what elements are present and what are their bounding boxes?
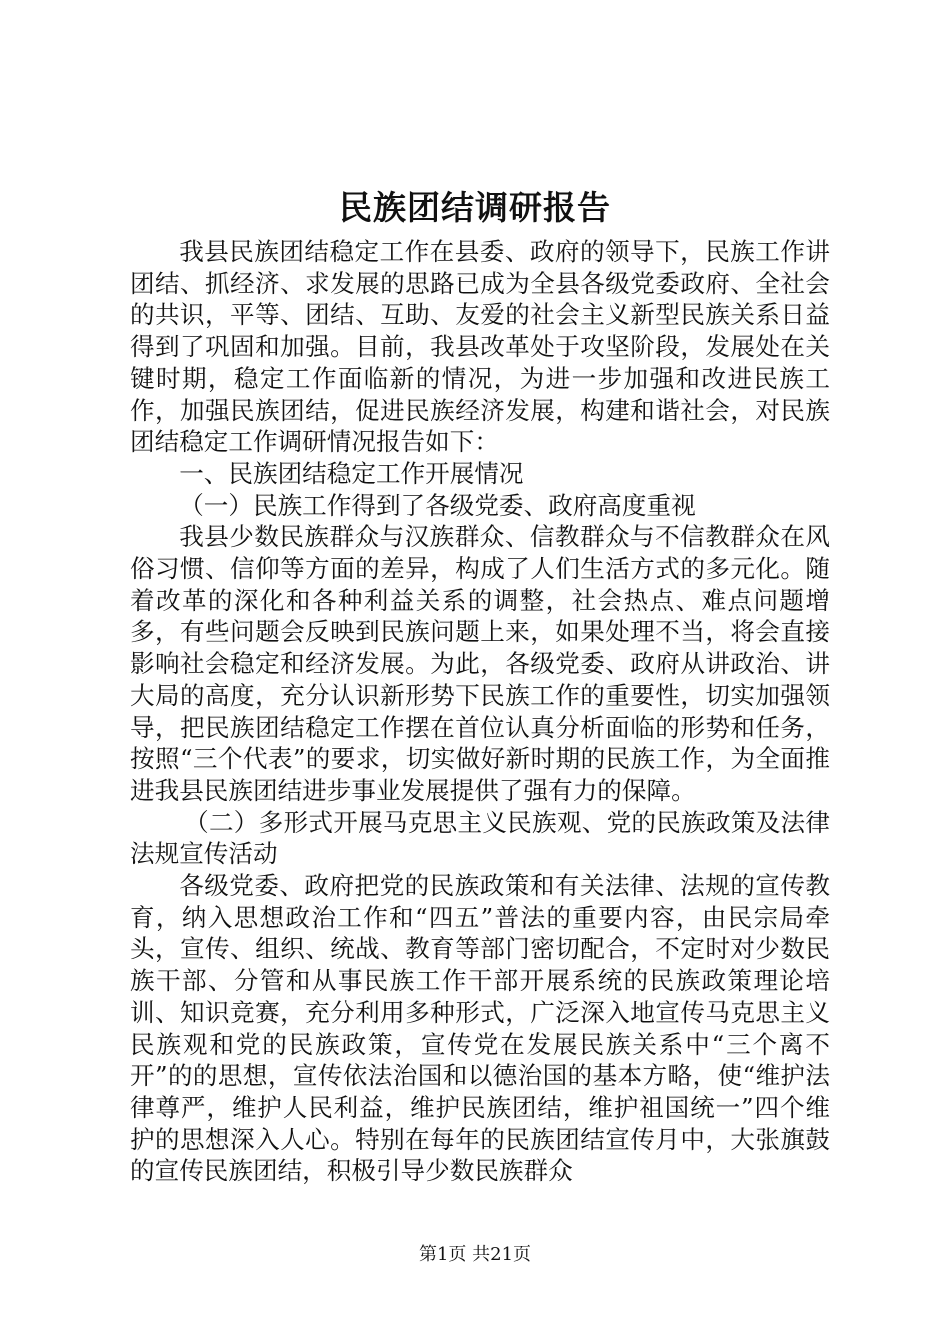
page-number: 第1页 共21页 [418,1244,532,1265]
body-paragraph: 各级党委、政府把党的民族政策和有关法律、法规的宣传教育，纳入思想政治工作和“四五”普法的重要内容，由民宗局牵头，宣传、组织、统战、教育等部门密切配合，不定时对少数民族干部、分管和从事民族工作干部开展系统的民族政策理论培训、知识竞赛，充分利用多种形式，广泛深入地宣传马克思主义民族观和党的民族政策，宣传党在发展民族关系中“三个离不开”的的思想，宣传依法治国和以德治国的基本方略，使“维护法律尊严，维护人民利益，维护民族团结，维护祖国统一”四个维护的思想深入人心。特别在每年的民族团结宣传月中，大张旗鼓的宣传民族团结，积极引导少数民族群众 [130,871,830,1186]
document-body [130,236,830,1187]
document-title: 民族团结调研报告 [339,188,611,227]
body-paragraph: 我县少数民族群众与汉族群众、信教群众与不信教群众在风俗习惯、信仰等方面的差异，构成了人们生活方式的多元化。随着改革的深化和各种利益关系的调整，社会热点、难点问题增多，有些问题会反映到民族问题上来，如果处理不当，将会直接影响社会稳定和经济发展。为此，各级党委、政府从讲政治、讲大局的高度，充分认识新形势下民族工作的重要性，切实加强领导，把民族团结稳定工作摆在首位认真分析面临的形势和任务，按照“三个代表”的要求，切实做好新时期的民族工作，为全面推进我县民族团结进步事业发展提供了强有力的保障。 [130,522,830,805]
subsection-heading: （一）民族工作得到了各级党委、政府高度重视 [179,490,696,520]
intro-paragraph: 我县民族团结稳定工作在县委、政府的领导下，民族工作讲团结、抓经济、求发展的思路已成为全县各级党委政府、全社会的共识，平等、团结、互助、友爱的社会主义新型民族关系日益得到了巩固和加强。目前，我县改革处于攻坚阶段，发展处在关键时期，稳定工作面临新的情况，为进一步加强和改进民族工作，加强民族团结，促进民族经济发展，构建和谐社会，对民族团结稳定工作调研情况报告如下： [130,237,830,457]
subsection-heading: （二）多形式开展马克思主义民族观、党的民族政策及法律法规宣传活动 [130,807,830,869]
section-heading: 一、民族团结稳定工作开展情况 [179,458,524,488]
